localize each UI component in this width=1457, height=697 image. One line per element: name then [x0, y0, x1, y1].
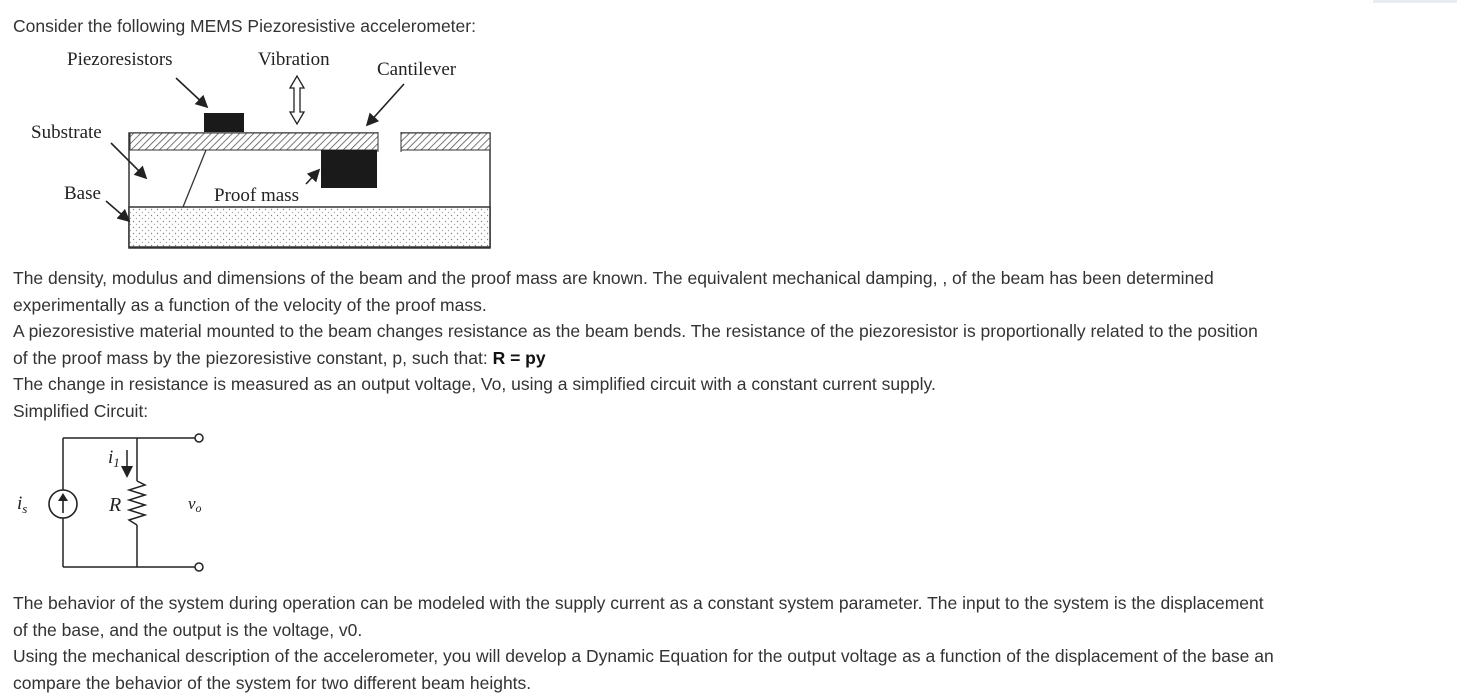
circuit-heading: Simplified Circuit: [13, 400, 149, 421]
terminal-top [195, 434, 203, 442]
piezoresistor [204, 113, 244, 132]
current-source-icon [49, 490, 77, 518]
cantilever-beam [130, 133, 378, 150]
p5-line1: Using the mechanical description of the accelerometer, you will develop a Dynamic Equation for the output voltage as a function of the displacement of the base an [13, 646, 1274, 666]
substrate-right [401, 133, 490, 150]
label-substrate: Substrate [31, 122, 102, 143]
p5-line2: compare the behavior of the system for two different beam heights. [13, 672, 532, 693]
label-piezoresistors: Piezoresistors [67, 49, 173, 70]
terminal-bottom [195, 563, 203, 571]
resistor-icon [129, 481, 145, 525]
resistance-equation: R = py [492, 347, 546, 368]
p1-line2: experimentally as a function of the velocity of the proof mass. [13, 294, 487, 315]
p2-line1: A piezoresistive material mounted to the beam changes resistance as the beam bends. The resistance of the piezoresistor is proportionally related to the position [13, 321, 1258, 341]
label-r: R [109, 494, 122, 516]
top-right-tab [1373, 0, 1457, 3]
base-layer [129, 207, 490, 247]
paragraph-behavior [13, 590, 1445, 696]
p2-line2: of the proof mass by the piezoresistive constant, p, such that: [13, 347, 493, 368]
label-cantilever: Cantilever [377, 59, 457, 80]
label-is: $i_s$ [17, 493, 28, 516]
intro-text: Consider the following MEMS Piezoresistive accelerometer: [13, 16, 476, 36]
p1-line1: The density, modulus and dimensions of the beam and the proof mass are known. The equivalent mechanical damping, , of the beam has been determined [13, 268, 1214, 288]
label-base: Base [64, 183, 101, 204]
vibration-arrow-icon [290, 76, 304, 124]
label-proof-mass: Proof mass [214, 185, 299, 206]
proof-mass [321, 150, 377, 188]
label-vo: vo [188, 494, 202, 515]
p4-line2: of the base, and the output is the voltage, v0. [13, 619, 363, 640]
circuit-diagram [0, 425, 240, 585]
label-vibration: Vibration [258, 49, 330, 70]
p3-text: The change in resistance is measured as an output voltage, Vo, using a simplified circuit with a constant current supply. [13, 374, 936, 394]
paragraph-density [13, 265, 1445, 424]
p4-line1: The behavior of the system during operation can be modeled with the supply current as a constant system parameter. The input to the system is the displacement [13, 593, 1264, 613]
accelerometer-figure [0, 40, 520, 260]
label-i1: $i_1$ [108, 447, 120, 470]
